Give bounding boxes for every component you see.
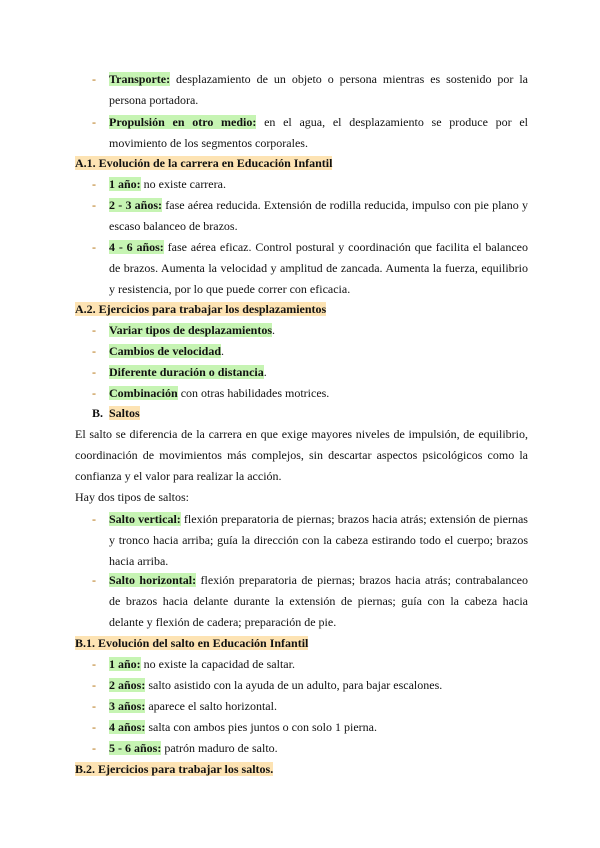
- term: 2 - 3 años:: [109, 198, 163, 212]
- term: 2 años:: [109, 678, 146, 692]
- list-item: [92, 112, 528, 154]
- list-item: [92, 383, 528, 404]
- section-heading-a2: A.2. Ejercicios para trabajar los desplazamientos: [75, 302, 327, 316]
- bullet-dash: -: [92, 720, 96, 734]
- term: 5 - 6 años:: [109, 741, 162, 755]
- list-item: [92, 237, 528, 300]
- list-item: [92, 738, 528, 759]
- bullet-dash: -: [92, 344, 96, 358]
- list-item: [92, 509, 528, 572]
- list-item: [92, 69, 528, 111]
- term: 4 - 6 años:: [109, 240, 164, 254]
- paragraph: Hay dos tipos de saltos:: [75, 490, 189, 504]
- term: 3 años:: [109, 699, 146, 713]
- bullet-dash: -: [92, 240, 96, 254]
- term: Combinación: [109, 386, 178, 400]
- definition: flexión preparatoria de piernas; brazos hacia atrás; extensión de piernas y tronco hacia arriba; guía la dirección con la cabeza estirando todo el cuerpo; brazos hacia arriba.: [109, 512, 528, 568]
- bullet-dash: -: [92, 678, 96, 692]
- bullet-dash: -: [92, 699, 96, 713]
- term: 1 año:: [109, 657, 141, 671]
- list-item: [92, 570, 528, 633]
- list-item: [92, 696, 528, 717]
- list-item: [92, 174, 528, 195]
- list-item: [92, 654, 528, 675]
- list-item: [92, 675, 528, 696]
- paragraph: El salto se diferencia de la carrera en que exige mayores niveles de impulsión, de equilibrio, coordinación de movimientos más complejos, sin descartar aspectos psicológicos como la confianza y el valor para realizar la acción.: [75, 427, 528, 483]
- term: 1 año:: [109, 177, 141, 191]
- definition: en el agua, el desplazamiento se produce por el movimiento de los segmentos corporales.: [109, 115, 528, 150]
- section-heading-b2: B.2. Ejercicios para trabajar los saltos.: [75, 762, 274, 776]
- term: Salto vertical:: [109, 512, 181, 526]
- list-item: [92, 320, 528, 341]
- bullet-dash: -: [92, 72, 96, 86]
- bullet-dash: -: [92, 657, 96, 671]
- bullet-dash: -: [92, 115, 96, 129]
- definition: fase aérea reducida. Extensión de rodilla reducida, impulso con pie plano y escaso balanceo de brazos.: [109, 198, 528, 233]
- list-item: [92, 195, 528, 237]
- term: Transporte:: [109, 72, 171, 86]
- definition: salto asistido con la ayuda de un adulto, para bajar escalones.: [145, 678, 443, 692]
- definition: flexión preparatoria de piernas; brazos hacia atrás; contrabalanceo de brazos hacia delante durante la extensión de piernas; guía con la cabeza hacia delante y flexión de cadera; preparación de pie.: [109, 573, 528, 629]
- bullet-dash: -: [92, 741, 96, 755]
- definition: fase aérea eficaz. Control postural y coordinación que facilita el balanceo de brazos. Aumenta la velocidad y amplitud de zancada. Aumenta la fuerza, equilibrio y resistencia, por lo que puede correr con eficacia.: [109, 240, 528, 296]
- bullet-dash: -: [92, 323, 96, 337]
- bullet-dash: -: [92, 512, 96, 526]
- list-item: [92, 362, 528, 383]
- definition: no existe la capacidad de saltar.: [140, 657, 295, 671]
- definition: con otras habilidades motrices.: [177, 386, 330, 400]
- term: Variar tipos de desplazamientos: [109, 323, 273, 337]
- list-item: [92, 341, 528, 362]
- definition: desplazamiento de un objeto o persona mientras es sostenido por la persona portadora.: [109, 72, 528, 107]
- term: Diferente duración o distancia: [109, 365, 264, 379]
- term: Salto horizontal:: [109, 573, 197, 587]
- term: Propulsión en otro medio:: [109, 115, 257, 129]
- section-title: Saltos: [109, 406, 140, 420]
- bullet-dash: -: [92, 198, 96, 212]
- bullet-dash: -: [92, 365, 96, 379]
- definition: no existe carrera.: [140, 177, 226, 191]
- definition: aparece el salto horizontal.: [145, 699, 277, 713]
- definition: .: [221, 344, 225, 358]
- bullet-dash: -: [92, 573, 96, 587]
- term: 4 años:: [109, 720, 146, 734]
- section-heading-a1: A.1. Evolución de la carrera en Educación Infantil: [75, 156, 333, 170]
- term: Cambios de velocidad: [109, 344, 222, 358]
- list-item: [92, 717, 528, 738]
- bullet-dash: -: [92, 177, 96, 191]
- bullet-dash: -: [92, 386, 96, 400]
- definition: salta con ambos pies juntos o con solo 1 pierna.: [145, 720, 377, 734]
- section-letter: B.: [92, 406, 104, 420]
- definition: .: [263, 365, 267, 379]
- section-heading-b1: B.1. Evolución del salto en Educación Infantil: [75, 636, 309, 650]
- section-heading-b: [92, 403, 140, 423]
- definition: .: [272, 323, 276, 337]
- definition: patrón maduro de salto.: [161, 741, 278, 755]
